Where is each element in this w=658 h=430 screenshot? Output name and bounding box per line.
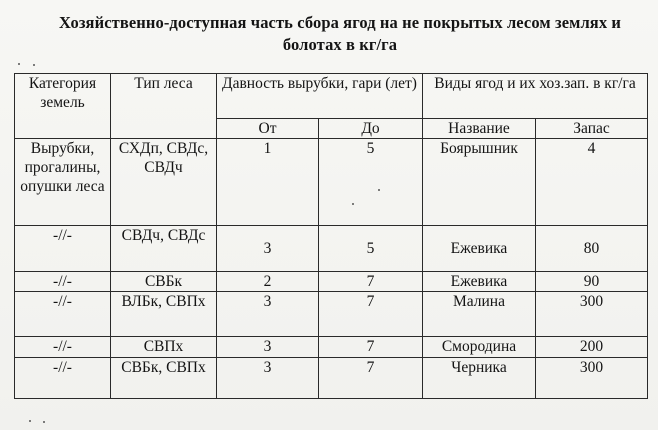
- scan-speck: [18, 63, 20, 65]
- header-forest-type: Тип леса: [111, 74, 217, 139]
- cell-from: 3: [217, 337, 319, 358]
- scan-speck: [352, 203, 354, 205]
- cell-name: Ежевика: [423, 272, 536, 292]
- cell-to: 7: [319, 272, 423, 292]
- table-row: [15, 226, 648, 272]
- header-stock: Запас: [536, 119, 648, 139]
- cell-stock: 90: [536, 272, 648, 292]
- cell-stock: 300: [536, 358, 648, 399]
- cell-name: Малина: [423, 292, 536, 337]
- cell-from: 3: [217, 292, 319, 337]
- cell-forest-type: СВБк: [111, 272, 217, 292]
- cell-name: Боярышник: [423, 139, 536, 226]
- cell-to: 7: [319, 358, 423, 399]
- cell-forest-type: СХДп, СВДс, СВДч: [111, 139, 217, 226]
- cell-category: -//-: [15, 292, 111, 337]
- cell-to: 5: [319, 226, 423, 272]
- cell-name: Смородина: [423, 337, 536, 358]
- header-berries-group: Виды ягод и их хоз.зап. в кг/га: [423, 74, 648, 119]
- cell-forest-type: СВДч, СВДс: [111, 226, 217, 272]
- scan-speck: [29, 420, 31, 422]
- cell-forest-type: СВБк, СВПх: [111, 358, 217, 399]
- cell-forest-type: ВЛБк, СВПх: [111, 292, 217, 337]
- table-row: [15, 292, 648, 337]
- cell-from: 3: [217, 358, 319, 399]
- berry-yield-table: [14, 73, 648, 399]
- cell-from: 3: [217, 226, 319, 272]
- cell-category: -//-: [15, 226, 111, 272]
- table-row: [15, 358, 648, 399]
- header-age-group: Давность вырубки, гари (лет): [217, 74, 423, 119]
- table-header-row: [15, 74, 648, 119]
- cell-name: Черника: [423, 358, 536, 399]
- header-from: От: [217, 119, 319, 139]
- scan-speck: [43, 421, 45, 423]
- cell-category: -//-: [15, 358, 111, 399]
- cell-forest-type: СВПх: [111, 337, 217, 358]
- table-row: [15, 272, 648, 292]
- table-row: [15, 139, 648, 226]
- cell-category: -//-: [15, 272, 111, 292]
- header-name: Название: [423, 119, 536, 139]
- cell-name: Ежевика: [423, 226, 536, 272]
- cell-to: 7: [319, 337, 423, 358]
- scan-speck: [33, 64, 35, 66]
- cell-stock: 80: [536, 226, 648, 272]
- cell-from: 1: [217, 139, 319, 226]
- scan-speck: [378, 189, 380, 191]
- page-title: Хозяйственно-доступная часть сбора ягод на не покрытых лесом землях и болотах в кг/га: [58, 13, 622, 54]
- cell-stock: 4: [536, 139, 648, 226]
- cell-category: Вырубки, прогалины, опушки леса: [15, 139, 111, 226]
- cell-to: 7: [319, 292, 423, 337]
- cell-stock: 200: [536, 337, 648, 358]
- header-to: До: [319, 119, 423, 139]
- header-category: Категория земель: [15, 74, 111, 139]
- table-row: [15, 337, 648, 358]
- cell-stock: 300: [536, 292, 648, 337]
- cell-from: 2: [217, 272, 319, 292]
- cell-category: -//-: [15, 337, 111, 358]
- cell-to: 5: [319, 139, 423, 226]
